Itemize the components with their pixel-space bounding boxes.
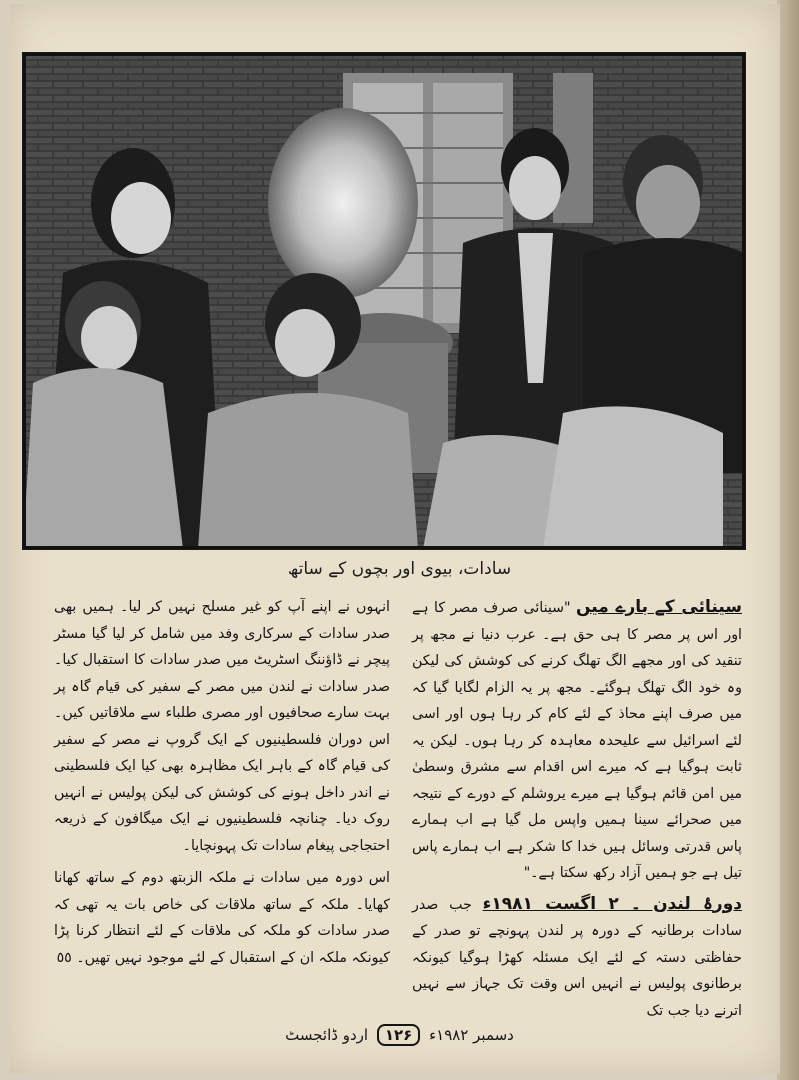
section-heading-london: دورۂ لندن ۔ ۲ اگست ۱۹۸۱ء bbox=[482, 893, 742, 914]
book-spine bbox=[777, 0, 799, 1080]
photo-caption: سادات، بیوی اور بچوں کے ساتھ bbox=[287, 559, 512, 579]
article-column-right bbox=[412, 594, 742, 1024]
article-paragraph bbox=[412, 891, 742, 1025]
footer-date: دسمبر ۱۹۸۲ء bbox=[429, 1026, 514, 1044]
article-column-left bbox=[54, 594, 390, 971]
article-paragraph: اس دورہ میں سادات نے ملکہ الزبتھ دوم کے ساتھ کھانا کھایا۔ ملکہ کے ساتھ ملاقات کی خاص بات یہ تھی کہ صدر سادات کو ملکہ کی ملاقات کے لئے انتظار کرنا پڑا کیونکہ ملکہ ان کے استقبال کے لئے موجود نہیں تھیں۔ ٥٥ bbox=[54, 870, 390, 966]
photo-illustration bbox=[23, 53, 745, 549]
paragraph-text: "سینائی صرف مصر کا ہے اور اس پر مصر کا ہی حق ہے۔ عرب دنیا نے مجھ پر تنقید کی اور مجھے الگ تھلگ کرنے کی کوشش کی لیکن وہ خود الگ تھلگ ہوگئے۔ مجھ پر یہ الزام لگایا گیا کہ میں صرف اپنے محاذ کے لئے کام کر رہا ہوں اور اسی لئے اسرائیل سے علیحدہ معاہدہ کر رہا ہوں۔ لیکن یہ ثابت ہوگیا ہے کہ میرے اس اقدام سے مشرق وسطیٰ میں امن قائم ہوگیا ہے میرے یروشلم کے دورے کے نتیجہ میں صحرائے سینا ہمیں واپس مل گیا ہے اب ہمارے پاس قدرتی وسائل ہیں خدا کا شکر ہے اب ہمارے پاس تیل ہے جو ہمیں آزاد رکھ سکتا ہے۔" bbox=[412, 600, 742, 881]
section-heading-sinai: سینائی کے بارے میں bbox=[575, 597, 742, 617]
article-paragraph bbox=[412, 594, 742, 887]
article-paragraph: انہوں نے اپنے آپ کو غیر مسلح نہیں کر لیا۔ ہمیں بھی صدر سادات کے سرکاری وفد میں شامل کر لیا گیا مسٹر پیچر نے ڈاؤننگ اسٹریٹ میں صدر سادات کا استقبال کیا۔ صدر سادات نے لندن میں مصر کے سفیر کی قیام گاہ پر بہت سارے صحافیوں اور مصری طلباء سے ملاقاتیں کیں۔ اس دوران فلسطینیوں کے ایک گروپ نے مصر کے سفیر کی قیام گاہ کے باہر ایک مظاہرہ بھی کیا ایک فلسطینی نے اندر داخل ہونے کی کوشش کی لیکن پولیس نے انہیں روک دیا۔ چنانچہ فلسطینیوں نے ایک میگافون کے ذریعہ احتجاجی پیغام سادات تک پہونچایا۔ bbox=[54, 599, 390, 854]
page-number: ۱۲۶ bbox=[377, 1024, 420, 1046]
paragraph-text: جب صدر سادات برطانیہ کے دورہ پر لندن پہونچے تو صدر کے حفاظتی دستہ کے لئے ایک مسئلہ کھڑا ہوگیا کیونکہ برطانوی پولیس نے انہیں اس وقت تک جہاز سے نہیں اترنے دیا جب تک bbox=[412, 896, 742, 1019]
photo-sadat-family bbox=[22, 52, 746, 550]
page-footer bbox=[0, 1024, 799, 1046]
magazine-name: اردو ڈائجسٹ bbox=[285, 1026, 369, 1044]
